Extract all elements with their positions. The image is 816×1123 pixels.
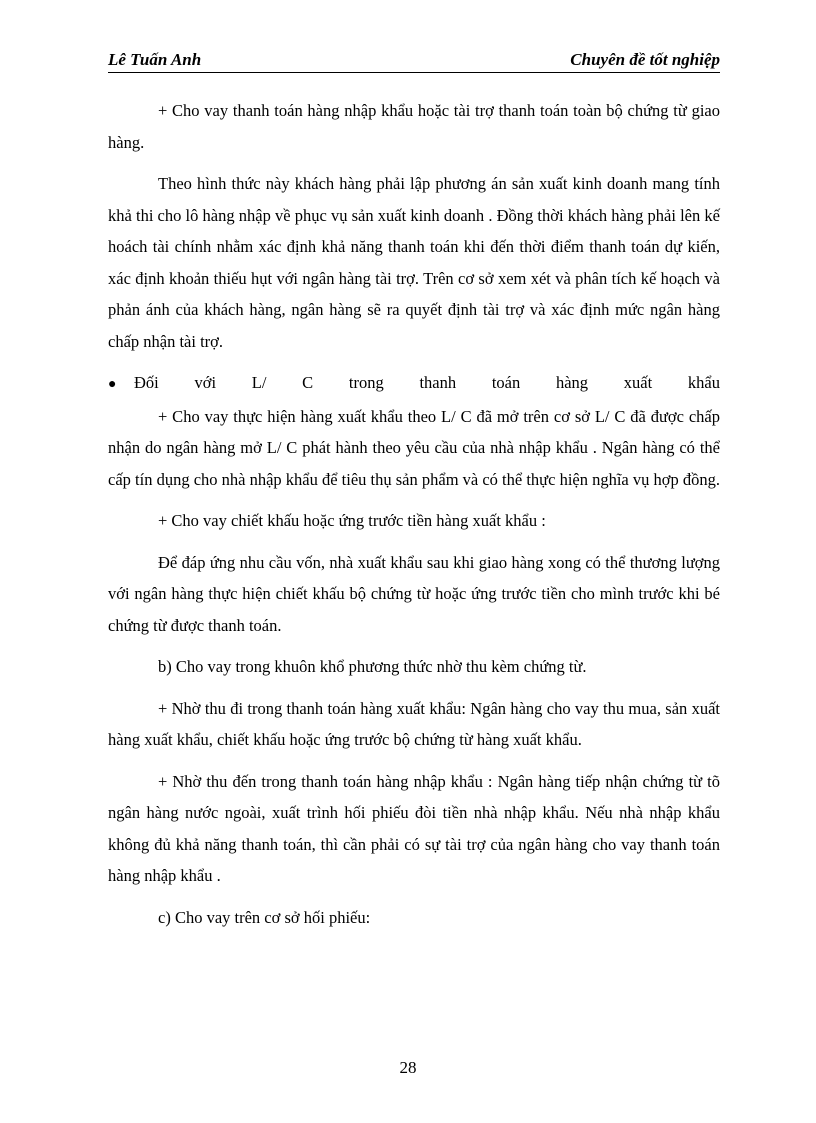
bullet-dot-icon: ● xyxy=(108,377,117,392)
bullet-lc-export-text: Đối với L/ C trong thanh toán hàng xuất khẩu xyxy=(134,373,720,392)
paragraph-import-payment-loan: + Cho vay thanh toán hàng nhập khẩu hoặc tài trợ thanh toán toàn bộ chứng từ giao hàng. xyxy=(108,101,720,152)
paragraph-outward-collection: + Nhờ thu đi trong thanh toán hàng xuất khẩu: Ngân hàng cho vay thu mua, sản xuất hàng xuất khẩu, chiết khấu hoặc ứng trước bộ chứng từ hàng xuất khẩu. xyxy=(108,698,720,749)
page-header xyxy=(108,50,720,73)
bullet-lc-export xyxy=(108,367,720,401)
paragraph-inward-collection: + Nhờ thu đến trong thanh toán hàng nhập khẩu : Ngân hàng tiếp nhận chứng từ tõ ngân hàng nước ngoài, xuất trình hối phiếu đòi tiền nhà nhập khẩu. Nếu nhà nhập khẩu không đủ khả năng thanh toán, thì cần phải có sự tài trợ của ngân hàng cho vay thanh toán hàng nhập khẩu . xyxy=(108,771,720,885)
paragraph-export-lc-loan: + Cho vay thực hiện hàng xuất khẩu theo L/ C đã mở trên cơ sở L/ C đã được chấp nhận do ngân hàng mở L/ C phát hành theo yêu cầu của nhà nhập khẩu . Ngân hàng có thể cấp tín dụng cho nhà nhập khẩu để tiêu thụ sản phẩm và có thể thực hiện nghĩa vụ hợp đồng. xyxy=(108,406,720,489)
header-author: Lê Tuấn Anh xyxy=(108,50,202,69)
heading-bill-of-exchange-loan: c) Cho vay trên cơ sở hối phiếu: xyxy=(158,907,371,927)
header-title: Chuyên đề tốt nghiệp xyxy=(570,50,720,69)
paragraph-capital-needs: Để đáp ứng nhu cầu vốn, nhà xuất khẩu sau khi giao hàng xong có thể thương lượng với ngân hàng thực hiện chiết khấu bộ chứng từ hoặc ứng trước tiền cho mình trước khi bé chứng từ được thanh toán. xyxy=(108,552,720,635)
page-number: 28 xyxy=(399,1058,417,1077)
paragraph-discount-loan: + Cho vay chiết khấu hoặc ứng trước tiền hàng xuất khẩu : xyxy=(158,511,546,530)
paragraph-business-plan: Theo hình thức này khách hàng phải lập phương án sản xuất kinh doanh mang tính khả thi cho lô hàng nhập về phục vụ sản xuất kinh doanh . Đồng thời khách hàng phải lên kế hoách tài chính nhằm xác định khả năng thanh toán khi đến thời điểm thanh toán dự kiến, xác định khoản thiếu hụt với ngân hàng tài trợ. Trên cơ sở xem xét và phân tích kế hoạch và phản ánh của khách hàng, ngân hàng sẽ ra quyết định tài trợ và xác định mức ngân hàng chấp nhận tài trợ. xyxy=(108,174,720,351)
heading-collection-loan: b) Cho vay trong khuôn khổ phương thức nhờ thu kèm chứng từ. xyxy=(158,657,587,676)
document-body xyxy=(108,95,720,933)
